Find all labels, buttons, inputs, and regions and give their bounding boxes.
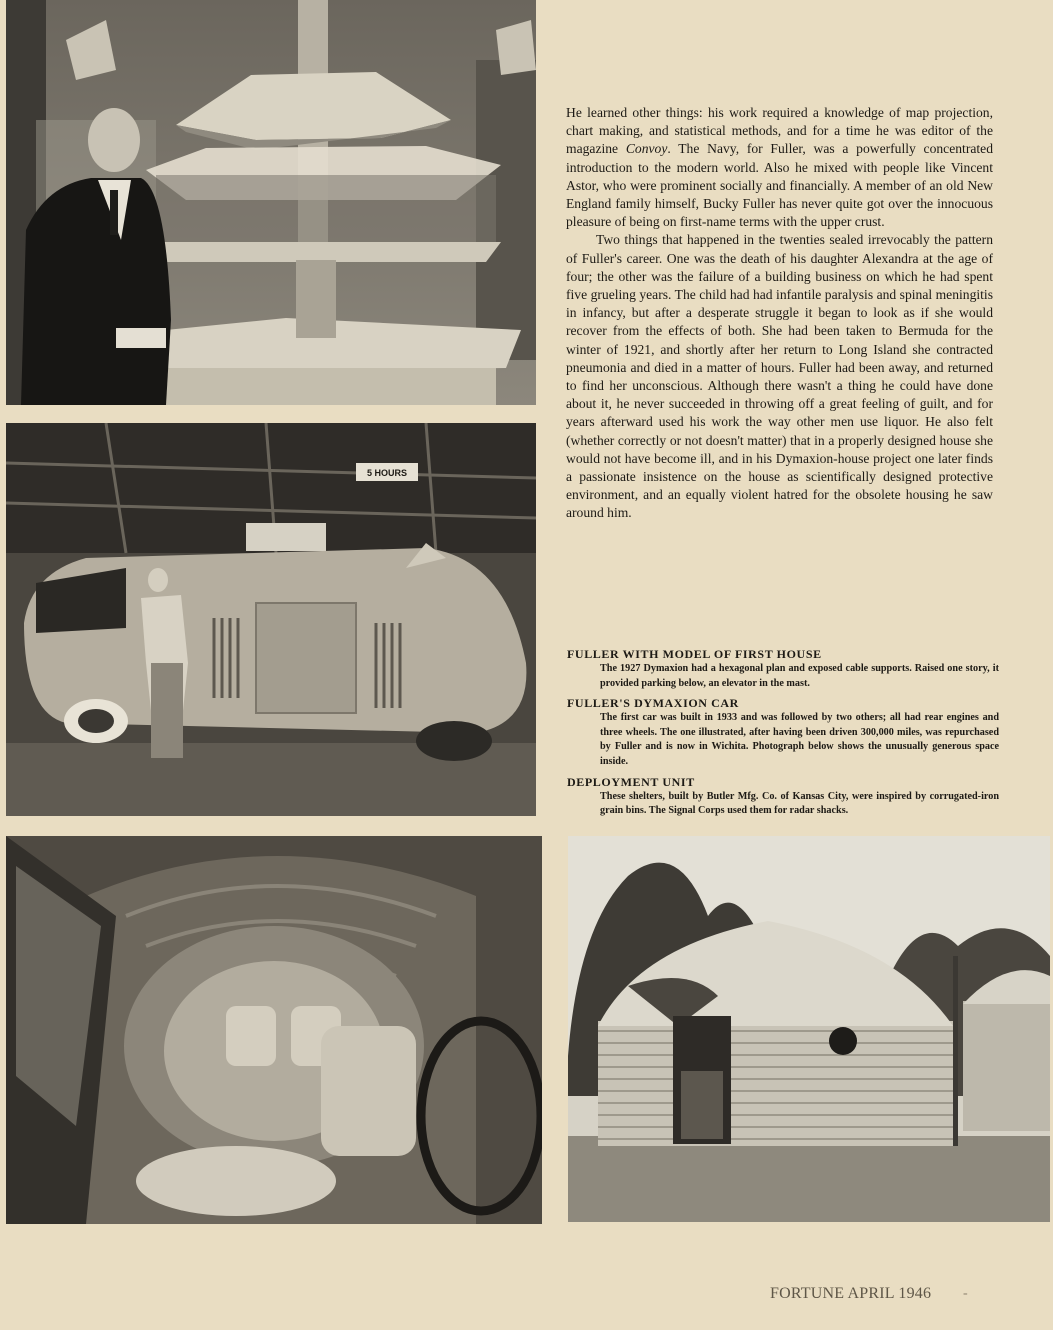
caption-text-deployment-unit: These shelters, built by Butler Mfg. Co. of Kansas City, were inspired by corrugated-iron grain bins. The Signal Corps used them for radar shacks. [600, 790, 999, 817]
photo-captions [567, 646, 999, 823]
footer-dash: - [963, 1286, 968, 1301]
photo-car-interior [6, 836, 542, 1224]
caption-title-car: FULLER'S DYMAXION CAR [567, 696, 739, 711]
photo-dymaxion-car [6, 423, 536, 816]
caption-text-car: The first car was built in 1933 and was followed by two others; all had rear engines and three wheels. The one illustrated, after having been driven 300,000 miles, was repurchased by Fuller and is now in Wichita. Photograph below shows the unusually generous space inside. [600, 712, 999, 767]
magazine-name: Convoy [625, 141, 668, 157]
caption-title-house-model: FULLER WITH MODEL OF FIRST HOUSE [567, 647, 822, 661]
article-paragraph-2: Two things that happened in the twenties sealed irrevocably the pattern of Fuller's career. One was the death of his daughter Alexandra at the age of four; the other was the failure of a building business on which he had spent five grueling years. The child had had infantile paralysis and spinal meningitis in infancy, but after a desperate struggle it began to look as if she would recover from the effects of both. She had been taken to Bermuda for the winter of 1921, and shortly after her return to Long Island she contracted pneumonia and died in a matter of hours. Fuller had been away, and returned to find her unconscious. Although there wasn't a thing he could have done about it, he never succeeded in throwing off a great feeling of guilt, and for years afterward used his work the way other men use liquor. He also felt (whether correctly or not doesn't matter) that in a properly designed house she would not have become ill, and in his Dymaxion-house project one later finds a passionate insistence on the house as scientifically designed protective environment, and an equally violent hatred for the obsolete housing he saw around him. [566, 232, 993, 521]
caption-title-deployment-unit: DEPLOYMENT UNIT [567, 774, 695, 789]
article-paragraph-1: He learned other things: his work required a knowledge of map projection, chart making, and statistical methods, and for a time he was editor of the magazine Convoy. The Navy, for Fuller, was a powerfully concentrated introduction to the modern world. Also he mixed with people like Vincent Astor, who were prominent socially and financially. A member of an old New England family himself, Bucky Fuller has never quite got over the innocuous pleasure of being on first-name terms with the upper crust. [566, 105, 993, 230]
garage-sign-text: 5 HOURS [366, 468, 408, 478]
photo-deployment-unit [568, 836, 1050, 1222]
article-body [566, 104, 993, 523]
page-footer: FORTUNE APRIL 1946 [770, 1285, 932, 1302]
caption-text-house-model: The 1927 Dymaxion had a hexagonal plan and exposed cable supports. Raised one story, it provided parking below, an elevator in the mast. [600, 663, 999, 689]
photo-fuller-with-house-model [6, 0, 536, 405]
